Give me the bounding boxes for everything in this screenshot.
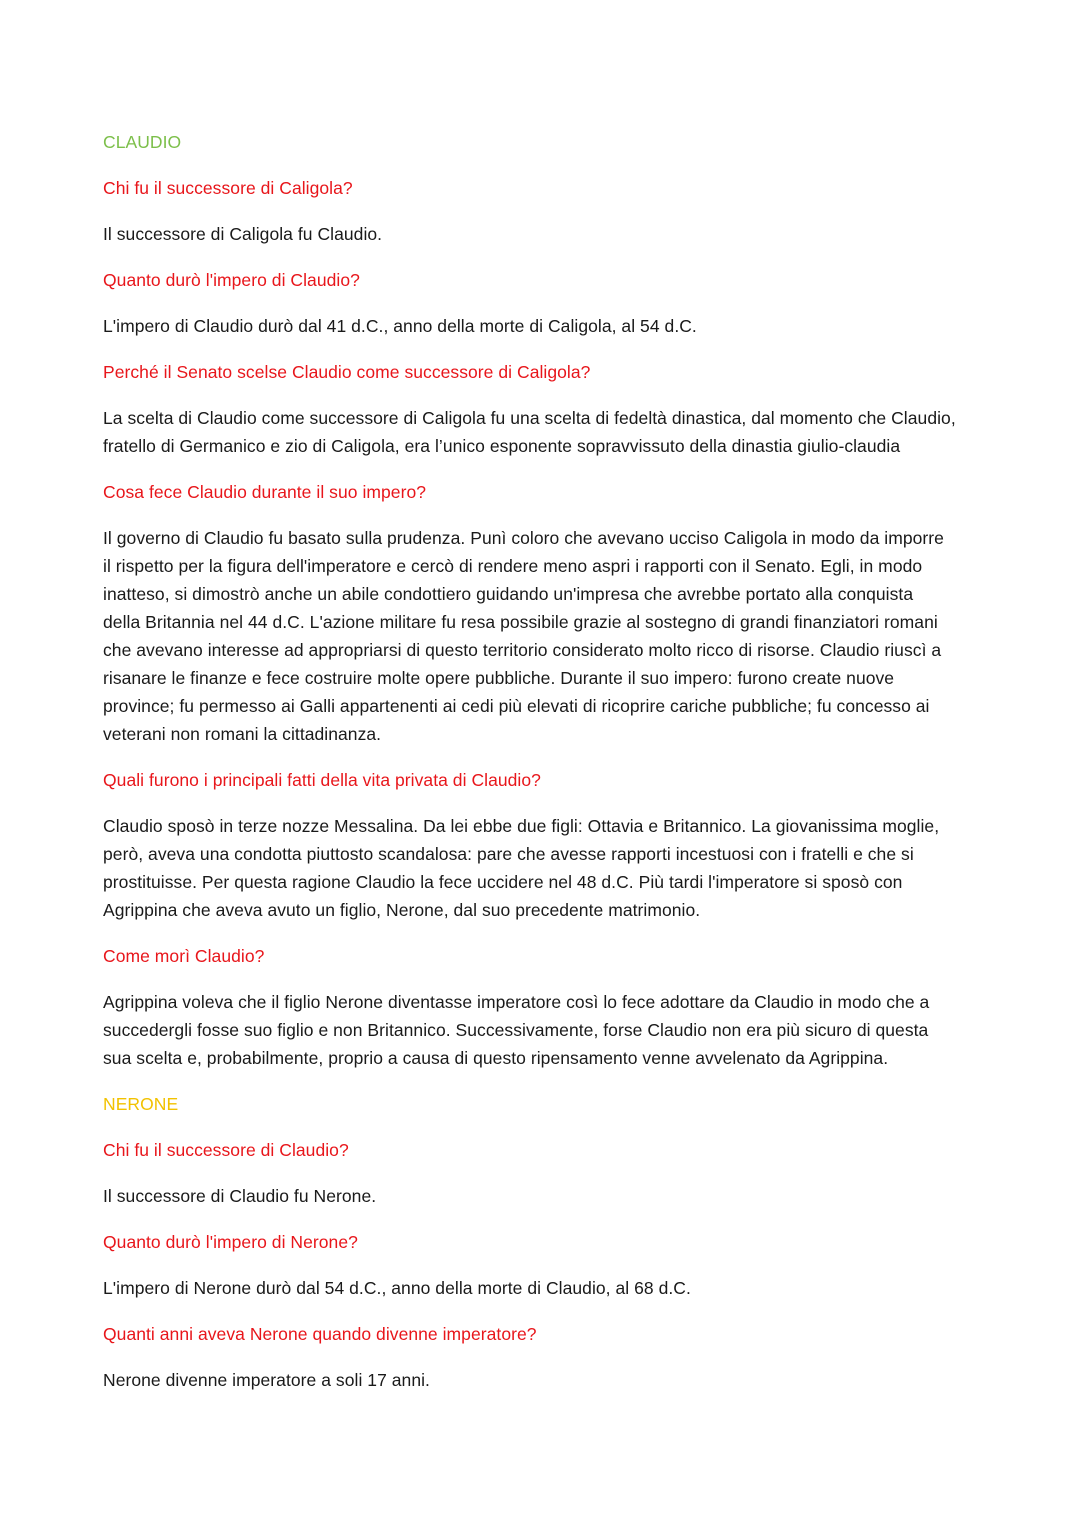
answer-private-life [103, 812, 983, 924]
answer-line: Claudio sposò in terze nozze Messalina. Da lei ebbe due figli: Ottavia e Britannico. La giovanissima moglie, [103, 816, 940, 836]
question-senate-choice: Perché il Senato scelse Claudio come successore di Caligola? [103, 362, 591, 382]
question-successor-of-caligola: Chi fu il successore di Caligola? [103, 178, 353, 198]
question-nerone-age: Quanti anni aveva Nerone quando divenne imperatore? [103, 1324, 537, 1344]
answer-line: veterani non romani la cittadinanza. [103, 724, 382, 744]
question-private-life: Quali furono i principali fatti della vita privata di Claudio? [103, 770, 541, 790]
section-heading-claudio: CLAUDIO [103, 132, 182, 152]
answer-line: inatteso, si dimostrò anche un abile condottiero guidando un'impresa che avrebbe portato alla conquista [103, 584, 914, 604]
answer-successor-of-caligola: Il successore di Caligola fu Claudio. [103, 224, 383, 244]
answer-successor-of-claudio: Il successore di Claudio fu Nerone. [103, 1186, 377, 1206]
answer-duration-claudio-empire: L'impero di Claudio durò dal 41 d.C., anno della morte di Caligola, al 54 d.C. [103, 316, 697, 336]
answer-line: province; fu permesso ai Galli appartenenti ai cedi più elevati di ricoprire cariche pubbliche; fu concesso ai [103, 696, 930, 716]
question-duration-nerone-empire: Quanto durò l'impero di Nerone? [103, 1232, 358, 1252]
question-claudio-deeds: Cosa fece Claudio durante il suo impero? [103, 482, 427, 502]
answer-claudio-deeds [103, 524, 983, 748]
answer-line: Il governo di Claudio fu basato sulla prudenza. Punì coloro che avevano ucciso Caligola in modo da imporre [103, 528, 944, 548]
answer-line: fratello di Germanico e zio di Caligola, era l’unico esponente sopravvissuto della dinastia giulio-claudia [103, 436, 901, 456]
document-page [103, 128, 983, 1394]
answer-line: il rispetto per la figura dell'imperatore e cercò di rendere meno aspri i rapporti con il Senato. Egli, in modo [103, 556, 923, 576]
answer-line: Agrippina voleva che il figlio Nerone diventasse imperatore così lo fece adottare da Claudio in modo che a [103, 992, 930, 1012]
answer-senate-choice [103, 404, 983, 460]
answer-line: che avevano interesse ad appropriarsi di questo territorio considerato molto ricco di risorse. Claudio riuscì a [103, 640, 942, 660]
answer-claudio-death [103, 988, 983, 1072]
answer-line: della Britannia nel 44 d.C. L'azione militare fu resa possibile grazie al sostegno di grandi finanziatori romani [103, 612, 938, 632]
answer-line: succedergli fosse suo figlio e non Britannico. Successivamente, forse Claudio non era più sicuro di questa [103, 1020, 929, 1040]
answer-line: sua scelta e, probabilmente, proprio a causa di questo ripensamento venne avvelenato da Agrippina. [103, 1048, 889, 1068]
answer-line: prostituisse. Per questa ragione Claudio la fece uccidere nel 48 d.C. Più tardi l'imperatore si sposò con [103, 872, 903, 892]
question-claudio-death: Come morì Claudio? [103, 946, 265, 966]
answer-line: però, aveva una condotta piuttosto scandalosa: pare che avesse rapporti incestuosi con i fratelli e che si [103, 844, 914, 864]
answer-nerone-age: Nerone divenne imperatore a soli 17 anni. [103, 1370, 430, 1390]
answer-duration-nerone-empire: L'impero di Nerone durò dal 54 d.C., anno della morte di Claudio, al 68 d.C. [103, 1278, 691, 1298]
question-duration-claudio-empire: Quanto durò l'impero di Claudio? [103, 270, 360, 290]
section-heading-nerone: NERONE [103, 1094, 179, 1114]
question-successor-of-claudio: Chi fu il successore di Claudio? [103, 1140, 349, 1160]
answer-line: risanare le finanze e fece costruire molte opere pubbliche. Durante il suo impero: furono create nuove [103, 668, 895, 688]
answer-line: La scelta di Claudio come successore di Caligola fu una scelta di fedeltà dinastica, dal momento che Claudio, [103, 408, 956, 428]
answer-line: Agrippina che aveva avuto un figlio, Nerone, dal suo precedente matrimonio. [103, 900, 701, 920]
